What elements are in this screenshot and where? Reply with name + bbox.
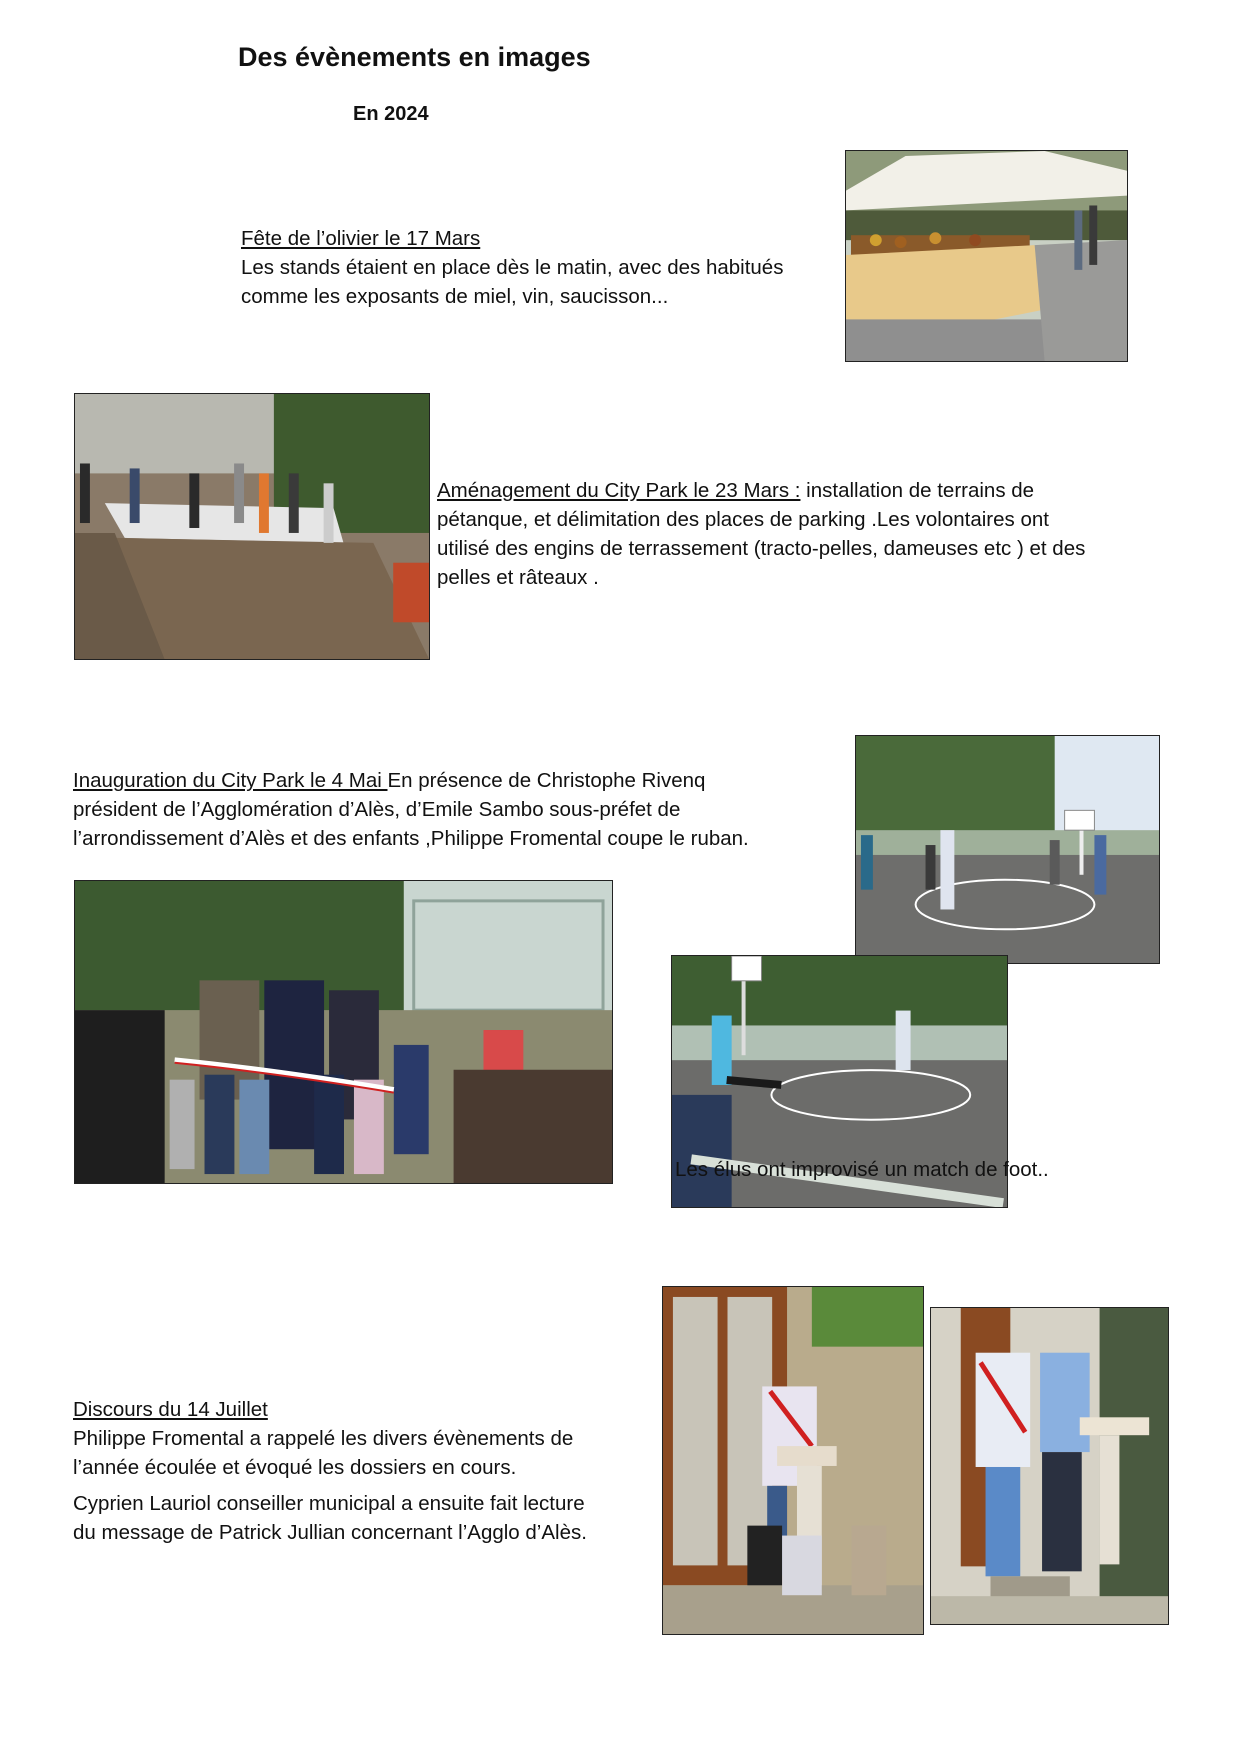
section-city-park-line1: installation de terrains de (800, 479, 1035, 502)
section-juillet-heading: Discours du 14 Juillet (73, 1398, 268, 1421)
foot-caption: Les élus ont improvisé un match de foot.. (675, 1158, 1049, 1181)
section-inauguration-line3: l’arrondissement d’Alès et des enfants ,Philippe Fromental coupe le ruban. (73, 827, 749, 850)
section-city-park-text (437, 476, 1227, 592)
section-olivier-heading: Fête de l’olivier le 17 Mars (241, 227, 481, 250)
section-city-park-line4: pelles et râteaux . (437, 566, 599, 589)
section-juillet-para1-line2: l’année écoulée et évoqué les dossiers en cours. (73, 1456, 517, 1479)
photo-market-stands (845, 150, 1128, 362)
section-city-park-line2: pétanque, et délimitation des places de parking .Les volontaires ont (437, 508, 1049, 531)
page-title: Des évènements en images (238, 42, 591, 72)
section-olivier-text (241, 224, 841, 311)
photo-city-park-works (74, 393, 430, 660)
section-inauguration-text (73, 766, 853, 853)
photo-speech-councillor (930, 1307, 1169, 1625)
page-year: En 2024 (353, 103, 429, 125)
section-olivier-line2: comme les exposants de miel, vin, saucisson... (241, 285, 669, 308)
photo-ribbon-cutting (74, 880, 613, 1184)
section-juillet-para2-line2: du message de Patrick Jullian concernant l’Agglo d’Alès. (73, 1521, 587, 1544)
section-inauguration-line2: président de l’Agglomération d’Alès, d’Emile Sambo sous-préfet de (73, 798, 681, 821)
section-juillet-para2-line1: Cyprien Lauriol conseiller municipal a ensuite fait lecture (73, 1492, 585, 1515)
section-olivier-line1: Les stands étaient en place dès le matin, avec des habitués (241, 256, 784, 279)
section-juillet-para1-line1: Philippe Fromental a rappelé les divers évènements de (73, 1427, 574, 1450)
photo-football-court (855, 735, 1160, 964)
section-inauguration-line1: En présence de Christophe Rivenq (387, 769, 706, 792)
section-inauguration-heading: Inauguration du City Park le 4 Mai (73, 769, 388, 792)
section-city-park-heading: Aménagement du City Park le 23 Mars : (437, 479, 801, 502)
section-city-park-line3: utilisé des engins de terrassement (tracto-pelles, dameuses etc ) et des (437, 537, 1086, 560)
photo-speech-mayor (662, 1286, 924, 1635)
section-juillet-text (73, 1395, 673, 1547)
